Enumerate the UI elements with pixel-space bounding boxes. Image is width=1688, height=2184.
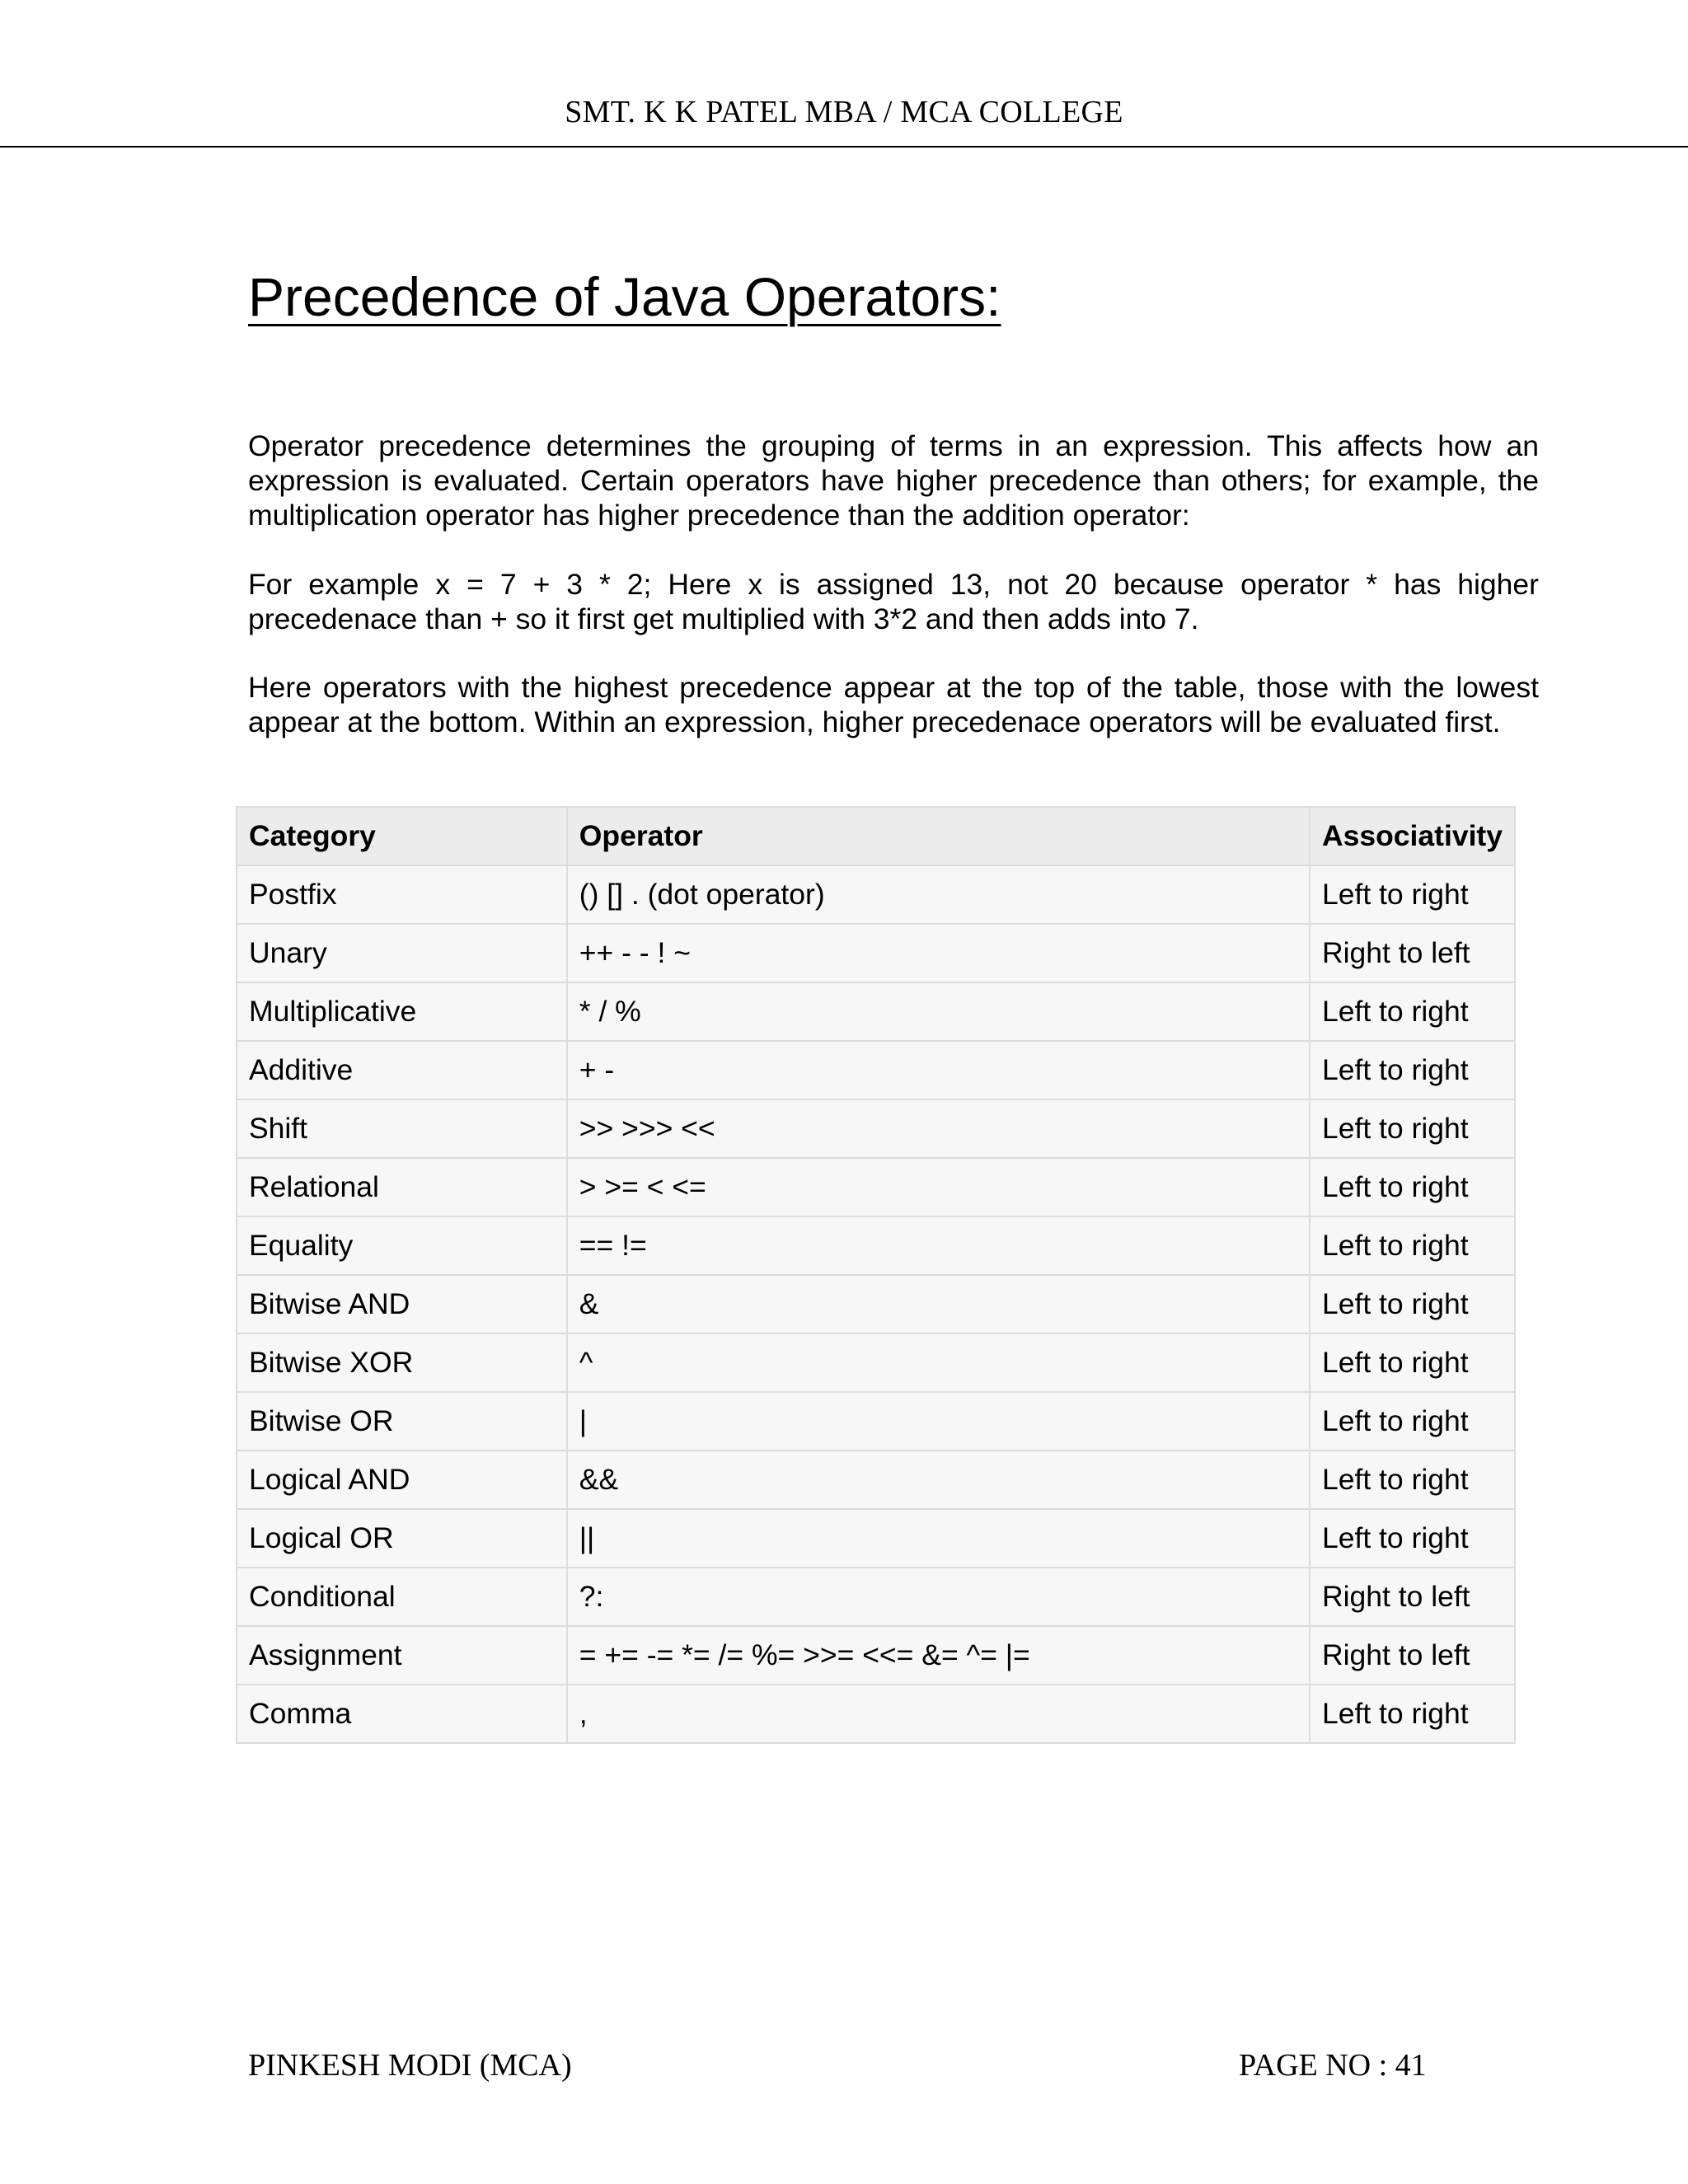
table-row xyxy=(237,1568,1515,1626)
page-title: Precedence of Java Operators: xyxy=(248,266,1001,327)
category-cell: Bitwise AND xyxy=(237,1275,567,1333)
table-header-row xyxy=(237,807,1515,865)
category-cell: Logical AND xyxy=(237,1451,567,1509)
category-cell: Bitwise XOR xyxy=(237,1333,567,1392)
category-cell: Shift xyxy=(237,1099,567,1158)
category-cell: Assignment xyxy=(237,1626,567,1685)
table-row xyxy=(237,1685,1515,1743)
operator-cell: && xyxy=(567,1451,1310,1509)
category-cell: Comma xyxy=(237,1685,567,1743)
associativity-cell: Left to right xyxy=(1310,1216,1515,1275)
operator-cell: || xyxy=(567,1509,1310,1568)
operator-cell: & xyxy=(567,1275,1310,1333)
table-description-paragraph: Here operators with the highest precedence appear at the top of the table, those with the lowest appear at the bottom. Within an expression, higher precedenace operators will be evaluated first. xyxy=(248,671,1539,738)
table-row xyxy=(237,1158,1515,1216)
category-cell: Unary xyxy=(237,924,567,982)
associativity-cell: Left to right xyxy=(1310,982,1515,1041)
example-paragraph: For example x = 7 + 3 * 2; Here x is assigned 13, not 20 because operator * has higher precedenace than + so it first get multiplied with 3*2 and then adds into 7. xyxy=(248,568,1539,635)
column-header-operator: Operator xyxy=(567,807,1310,865)
operator-cell: == != xyxy=(567,1216,1310,1275)
category-cell: Equality xyxy=(237,1216,567,1275)
table-row xyxy=(237,1216,1515,1275)
associativity-cell: Left to right xyxy=(1310,1451,1515,1509)
operator-cell: > >= < <= xyxy=(567,1158,1310,1216)
footer-author: PINKESH MODI (MCA) xyxy=(248,2048,572,2083)
associativity-cell: Left to right xyxy=(1310,1041,1515,1099)
associativity-cell: Left to right xyxy=(1310,1275,1515,1333)
header-divider xyxy=(0,146,1688,148)
table-row xyxy=(237,1041,1515,1099)
associativity-cell: Left to right xyxy=(1310,1509,1515,1568)
column-header-category: Category xyxy=(237,807,567,865)
category-cell: Relational xyxy=(237,1158,567,1216)
operator-cell: ?: xyxy=(567,1568,1310,1626)
operator-cell: , xyxy=(567,1685,1310,1743)
operator-cell: () [] . (dot operator) xyxy=(567,865,1310,924)
associativity-cell: Left to right xyxy=(1310,1333,1515,1392)
operator-cell: * / % xyxy=(567,982,1310,1041)
operator-cell: ++ - - ! ~ xyxy=(567,924,1310,982)
table-row xyxy=(237,1451,1515,1509)
table-row xyxy=(237,1333,1515,1392)
category-cell: Conditional xyxy=(237,1568,567,1626)
table-row xyxy=(237,1509,1515,1568)
associativity-cell: Right to left xyxy=(1310,924,1515,982)
table-row xyxy=(237,924,1515,982)
table-row xyxy=(237,1275,1515,1333)
category-cell: Postfix xyxy=(237,865,567,924)
operator-cell: | xyxy=(567,1392,1310,1451)
associativity-cell: Right to left xyxy=(1310,1568,1515,1626)
operator-cell: ^ xyxy=(567,1333,1310,1392)
category-cell: Logical OR xyxy=(237,1509,567,1568)
associativity-cell: Left to right xyxy=(1310,1392,1515,1451)
category-cell: Bitwise OR xyxy=(237,1392,567,1451)
associativity-cell: Left to right xyxy=(1310,1158,1515,1216)
table-row xyxy=(237,1392,1515,1451)
table-row xyxy=(237,865,1515,924)
associativity-cell: Right to left xyxy=(1310,1626,1515,1685)
footer-page-number: PAGE NO : 41 xyxy=(1239,2048,1427,2083)
associativity-cell: Left to right xyxy=(1310,1099,1515,1158)
category-cell: Multiplicative xyxy=(237,982,567,1041)
table-row xyxy=(237,1626,1515,1685)
table-row xyxy=(237,1099,1515,1158)
intro-paragraph: Operator precedence determines the grouping of terms in an expression. This affects how an expression is evaluated. Certain operators have higher precedence than others; for example, the multiplication operator has higher precedence than the addition operator: xyxy=(248,429,1539,532)
operator-cell: = += -= *= /= %= >>= <<= &= ^= |= xyxy=(567,1626,1310,1685)
page-header: SMT. K K PATEL MBA / MCA COLLEGE xyxy=(565,95,1123,129)
operator-precedence-table xyxy=(236,806,1516,1744)
operator-cell: + - xyxy=(567,1041,1310,1099)
operator-cell: >> >>> << xyxy=(567,1099,1310,1158)
associativity-cell: Left to right xyxy=(1310,865,1515,924)
category-cell: Additive xyxy=(237,1041,567,1099)
column-header-associativity: Associativity xyxy=(1310,807,1515,865)
table-row xyxy=(237,982,1515,1041)
associativity-cell: Left to right xyxy=(1310,1685,1515,1743)
